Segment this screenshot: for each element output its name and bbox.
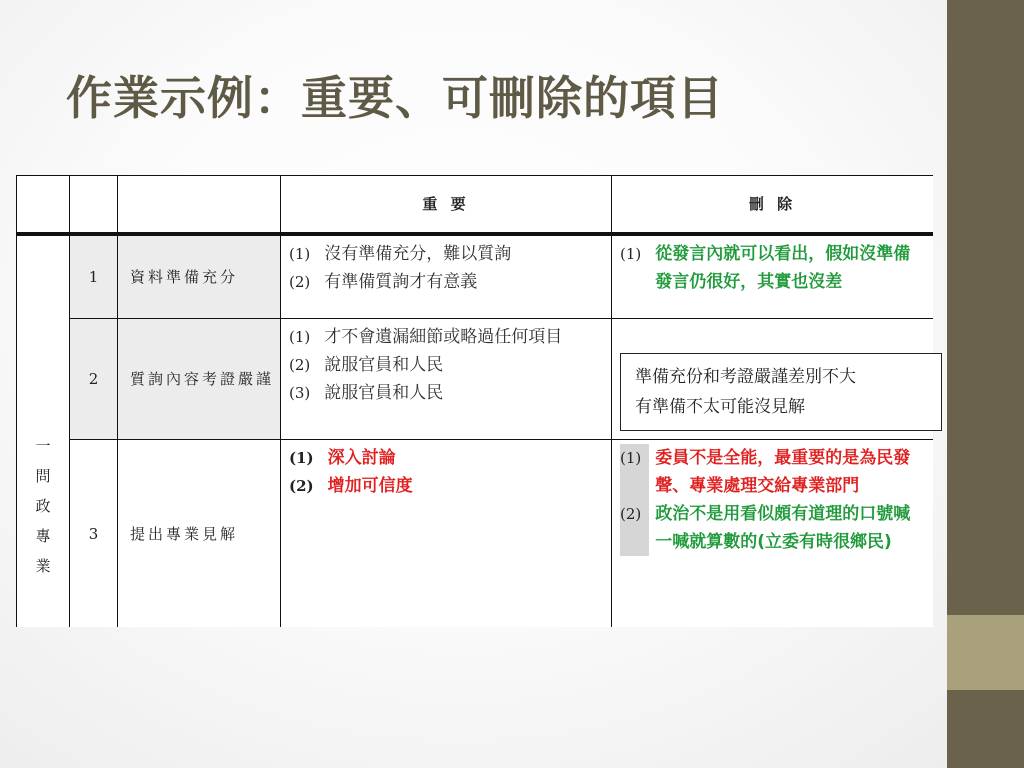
right-accent-block: [947, 615, 1024, 690]
row-2-number: 2: [70, 319, 118, 440]
list-item: (1) 深入討論: [289, 448, 396, 468]
list-item: (2) 政治不是用看似頗有道理的口號喊一喊就算數的(立委有時很鄉民): [620, 500, 933, 556]
list-item: (1) 沒有準備充分，難以質詢: [289, 243, 512, 264]
header-blank-1: [17, 176, 70, 234]
row-1-delete-cell: [612, 234, 934, 319]
header-important: 重 要: [281, 176, 612, 234]
header-blank-3: [118, 176, 281, 234]
slide-title: 作業示例：重要、可刪除的項目: [66, 71, 724, 125]
list-item: (1) 才不會遺漏細節或略過任何項目: [289, 327, 563, 347]
header-delete: 刪 除: [612, 176, 934, 234]
row-1-number: 1: [70, 234, 118, 319]
comment-line-1: 準備充份和考證嚴謹差別不大: [635, 367, 856, 387]
comment-line-2: 有準備不太可能沒見解: [635, 397, 805, 417]
row-1-important-cell: [281, 234, 612, 319]
row-3-delete-cell: [612, 440, 934, 628]
row-3-number: 3: [70, 440, 118, 628]
row-3-important-cell: [281, 440, 612, 628]
list-item: (3) 說服官員和人民: [289, 383, 444, 403]
row-2-important-cell: [281, 319, 612, 440]
list-item: (2) 增加可信度: [289, 476, 413, 496]
list-item: (2) 說服官員和人民: [289, 355, 444, 375]
comment-callout: [620, 353, 942, 431]
row-2-category: 質詢內容考證嚴謹: [118, 319, 281, 440]
list-item: (2) 有準備質詢才有意義: [289, 271, 478, 292]
group-label: 一 問 政 專 業: [35, 437, 51, 576]
list-item: (1) 從發言內就可以看出，假如沒準備發言仍很好，其實也沒差: [620, 243, 911, 292]
row-3-category: 提出專業見解: [118, 440, 281, 628]
header-blank-2: [70, 176, 118, 234]
list-item: (1) 委員不是全能，最重要的是為民發聲、專業處理交給專業部門: [620, 444, 933, 500]
row-1-category: 資料準備充分: [118, 234, 281, 319]
group-label-cell: [17, 234, 70, 628]
